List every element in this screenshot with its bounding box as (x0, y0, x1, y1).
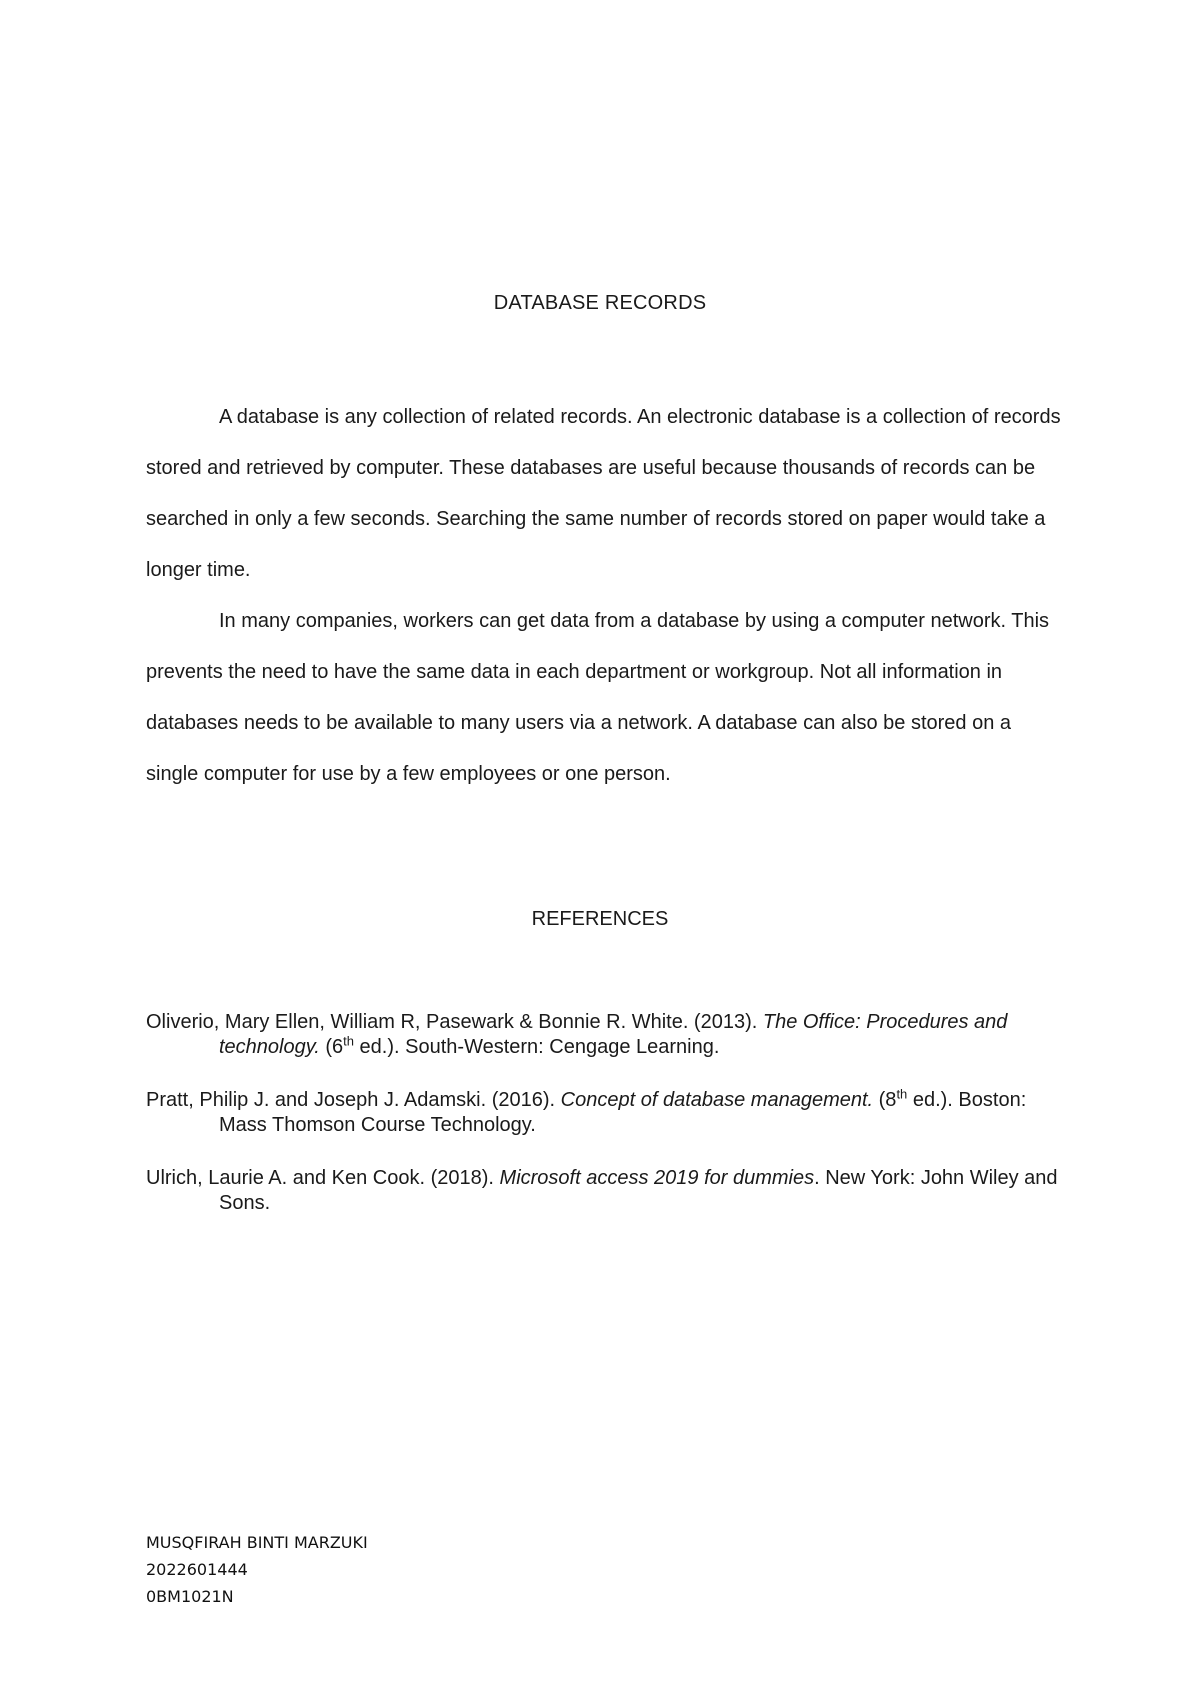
paragraph-2: In many companies, workers can get data from a database by using a computer network. This prevents the need to have the same data in each department or workgroup. Not all information in databases needs to be available to many users via a network. A database can also be stored on a single computer for use by a few employees or one person. (146, 610, 1050, 785)
reference-edition: (6 (319, 1036, 344, 1058)
reference-authors: Oliverio, Mary Ellen, William R, Pasewark & Bonnie R. White. (2013). (146, 1011, 763, 1033)
reference-work-title: The Office: Procedures and technology. (219, 1011, 1008, 1058)
reference-work-title: Concept of database management. (560, 1089, 874, 1111)
reference-edition-suffix: th (343, 1033, 354, 1049)
reference-item-ulrich (146, 1166, 1076, 1216)
reference-edition-suffix: th (896, 1086, 908, 1102)
references-list (146, 1010, 1076, 1244)
reference-authors: Pratt, Philip J. and Joseph J. Adamski. (2016). (146, 1089, 561, 1111)
reference-publisher: South-Western: Cengage Learning. (405, 1036, 720, 1058)
author-footer (146, 1529, 368, 1610)
reference-edition: (8 (873, 1089, 897, 1111)
reference-edition-close: ed.). (907, 1089, 959, 1111)
author-name: MUSQFIRAH BINTI MARZUKI (146, 1533, 368, 1552)
reference-item-oliverio (146, 1010, 1076, 1060)
references-heading: REFERENCES (531, 908, 669, 930)
reference-work-title: Microsoft access 2019 for dummies (499, 1167, 815, 1189)
reference-edition-close: ed.). (354, 1036, 406, 1058)
student-id: 2022601444 (146, 1560, 248, 1579)
class-code: 0BM1021N (146, 1587, 234, 1606)
paragraph-1: A database is any collection of related records. An electronic database is a collection of records stored and retrieved by computer. These databases are useful because thousands of records can be searched in only a few seconds. Searching the same number of records stored on paper would take a longer time. (146, 406, 1061, 581)
document-body (146, 392, 1066, 800)
reference-authors: Ulrich, Laurie A. and Ken Cook. (2018). (146, 1167, 500, 1189)
reference-item-pratt (146, 1088, 1076, 1138)
reference-publisher: . New York: John Wiley and Sons. (219, 1167, 1058, 1214)
document-title: DATABASE RECORDS (493, 292, 707, 314)
reference-publisher: Boston: Mass Thomson Course Technology. (219, 1089, 1027, 1136)
